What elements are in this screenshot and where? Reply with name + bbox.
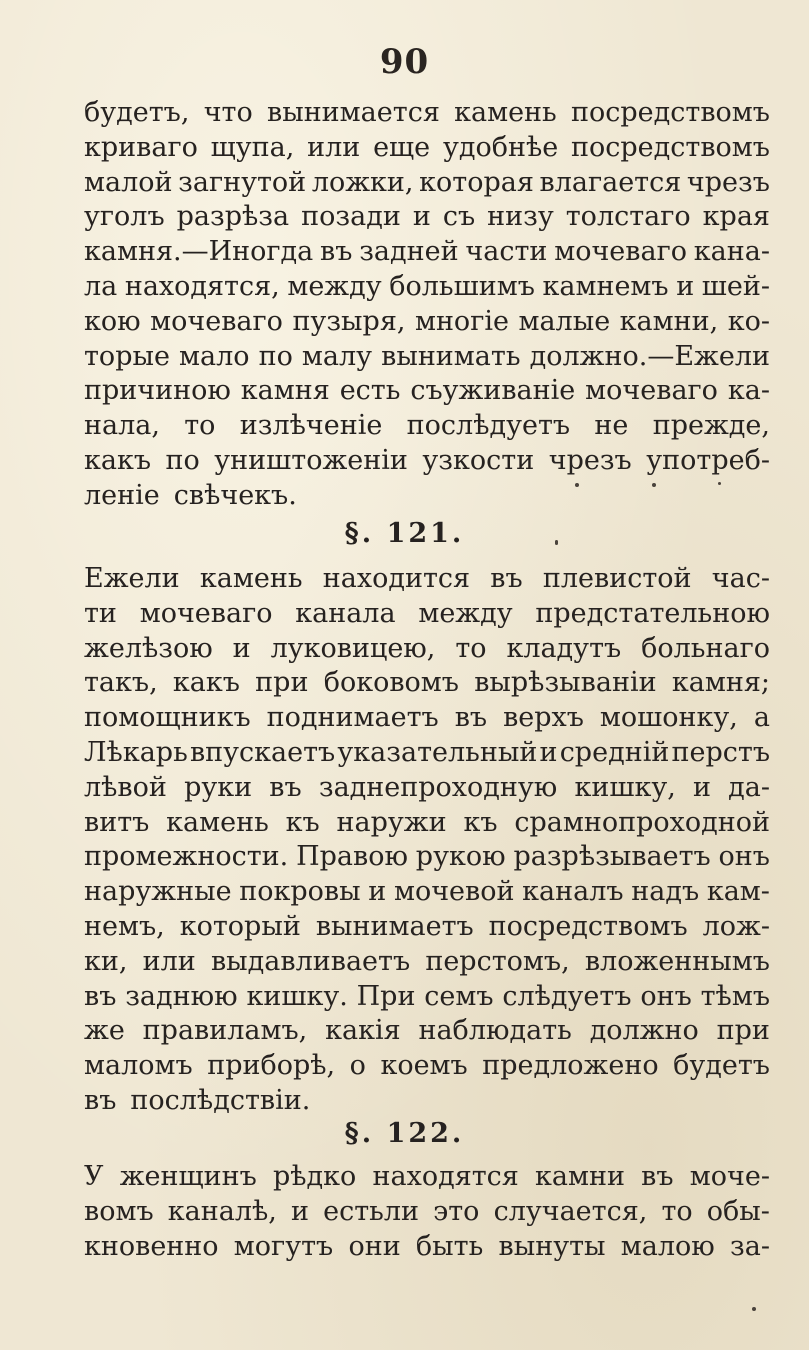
paragraph-122 bbox=[84, 1160, 770, 1264]
ink-speck bbox=[555, 540, 558, 545]
text-line: нала, то излѣченіе послѣдуетъ не прежде, bbox=[84, 410, 770, 442]
text-line: кновенно могутъ они быть вынуты малою за- bbox=[84, 1230, 770, 1262]
ink-speck bbox=[575, 483, 579, 487]
text-line: желѣзою и луковицею, то кладутъ больнаго bbox=[84, 632, 770, 664]
text-line: маломъ приборѣ, о коемъ предложено будетъ bbox=[84, 1050, 770, 1082]
text-line: причиною камня есть съуживаніе мочеваго ка- bbox=[84, 375, 770, 407]
text-line: ла находятся, между большимъ камнемъ и шей- bbox=[84, 270, 770, 302]
text-line: витъ камень къ наружи къ срамнопроходной bbox=[84, 806, 770, 838]
text-line: же правиламъ, какія наблюдать должно при bbox=[84, 1015, 770, 1047]
text-line: немъ, который вынимаетъ посредствомъ лож- bbox=[84, 910, 770, 942]
text-line: камня.—Иногда въ задней части мочеваго кана- bbox=[84, 236, 770, 268]
ink-speck bbox=[752, 1307, 756, 1311]
text-line: У женщинъ рѣдко находятся камни въ моче- bbox=[84, 1161, 770, 1192]
text-line: вомъ каналѣ, и естьли это случается, то обы- bbox=[84, 1195, 770, 1227]
text-line: такъ, какъ при боковомъ вырѣзываніи камня; bbox=[84, 667, 770, 699]
text-line: помощникъ поднимаетъ въ верхъ мошонку, а bbox=[84, 702, 770, 734]
paragraph-1 bbox=[84, 96, 770, 514]
ink-speck bbox=[652, 483, 656, 487]
text-line: малой загнутой ложки, которая влагается чрезъ bbox=[84, 166, 770, 198]
text-line: кою мочеваго пузыря, многіе малые камни, ко- bbox=[84, 305, 770, 337]
text-line: уголъ разрѣза позади и съ низу толстаго края bbox=[84, 201, 770, 233]
ink-speck bbox=[718, 482, 721, 485]
text-line: какъ по уништоженіи узкости чрезъ употреб- bbox=[84, 444, 770, 476]
text-line: торые мало по малу вынимать должно.—Ежели bbox=[84, 340, 770, 372]
text-line: промежности. Правою рукою разрѣзываетъ онъ bbox=[84, 841, 770, 873]
page-number: 90 bbox=[379, 42, 430, 82]
paragraph-121 bbox=[84, 562, 770, 1119]
text-line: Ежели камень находится въ плевистой час- bbox=[84, 563, 770, 594]
text-line: Лѣкарь впускаетъ указательный и средній перстъ bbox=[84, 736, 770, 768]
text-line: леніе свѣчекъ. bbox=[84, 479, 297, 511]
text-line: наружные покровы и мочевой каналъ надъ кам- bbox=[84, 876, 770, 908]
text-line: криваго щупа, или еще удобнѣе посредствомъ bbox=[84, 131, 770, 163]
section-heading-121: §. 121. bbox=[344, 518, 465, 549]
text-line: будетъ, что вынимается камень посредствомъ bbox=[84, 97, 770, 128]
section-heading-122: §. 122. bbox=[344, 1118, 465, 1149]
text-line: ки, или выдавливаетъ перстомъ, вложеннымъ bbox=[84, 945, 770, 977]
text-line: въ послѣдствіи. bbox=[84, 1084, 311, 1116]
text-line: лѣвой руки въ заднепроходную кишку, и да- bbox=[84, 771, 770, 803]
text-line: ти мочеваго канала между предстательною bbox=[84, 597, 770, 629]
text-line: въ заднюю кишку. При семъ слѣдуетъ онъ тѣмъ bbox=[84, 980, 770, 1012]
